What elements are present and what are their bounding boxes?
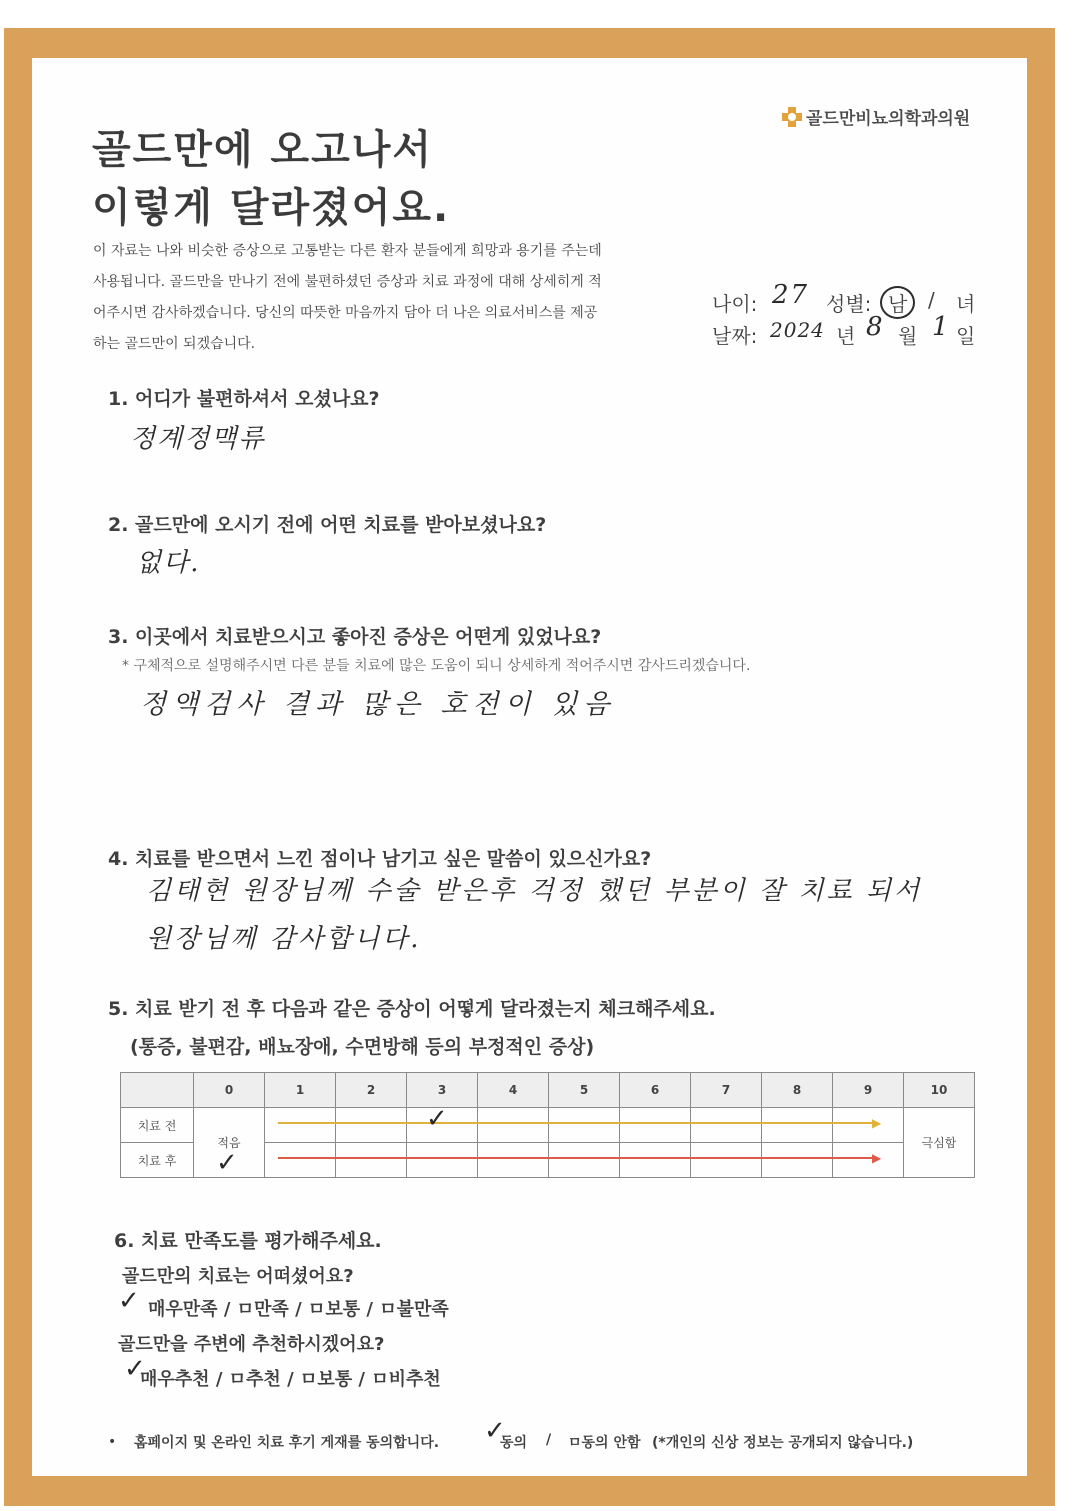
question-5: 5. 치료 받기 전 후 다음과 같은 증상이 어떻게 달라졌는지 체크해주세요. [108, 998, 716, 1020]
answer-2: 없다. [136, 548, 201, 578]
scale-header-10: 10 [904, 1073, 975, 1108]
page-title-line2: 이렇게 달라졌어요. [92, 185, 451, 231]
recommend-check-icon: ✓ [124, 1354, 146, 1384]
cross-logo-icon [782, 107, 802, 127]
scale-header-5: 5 [549, 1073, 620, 1108]
scale-cell [691, 1143, 762, 1178]
scale-high-label: 극심함 [904, 1108, 975, 1178]
recommend-question: 골드만을 주변에 추천하시겠어요? [118, 1334, 385, 1355]
scale-header-2: 2 [336, 1073, 407, 1108]
question-5-subtitle: (통증, 불편감, 배뇨장애, 수면방해 등의 부정적인 증상) [130, 1036, 595, 1058]
question-3-note: * 구체적으로 설명해주시면 다른 분들 치료에 많은 도움이 되니 상세하게 적어주시면 감사드리겠습니다. [122, 658, 751, 674]
gender-label: 성별: [826, 292, 872, 316]
answer-4-line1: 김태현 원장님께 수술 받은후 걱정 했던 부분이 잘 치료 되서 [146, 876, 923, 906]
scale-cell [265, 1143, 336, 1178]
scale-cell [478, 1143, 549, 1178]
scale-header-0: 0 [194, 1073, 265, 1108]
after-arrow-head-icon: ▶ [872, 1151, 882, 1165]
treatment-options: 매우만족 / ㅁ만족 / ㅁ보통 / ㅁ불만족 [148, 1299, 449, 1320]
scale-cell [691, 1108, 762, 1143]
scale-header-8: 8 [762, 1073, 833, 1108]
scale-header-4: 4 [478, 1073, 549, 1108]
clinic-name: 골드만비뇨의학과의원 [806, 109, 971, 129]
before-arrow-line [278, 1122, 874, 1124]
scale-cell [620, 1108, 691, 1143]
date-day-unit: 일 [956, 324, 976, 348]
treatment-question: 골드만의 치료는 어떠셨어요? [122, 1266, 354, 1287]
consent-agree-option: 동의 [500, 1435, 528, 1451]
answer-1: 정계정맥류 [130, 424, 266, 454]
scale-cell [407, 1143, 478, 1178]
question-6: 6. 치료 만족도를 평가해주세요. [114, 1230, 382, 1252]
footer-consent-text: 홈페이지 및 온라인 치료 후기 게재를 동의합니다. [134, 1435, 440, 1451]
before-check-icon: ✓ [426, 1104, 448, 1134]
scale-low-label: 적음 [194, 1108, 265, 1178]
gender-sep: / [928, 288, 935, 312]
date-year: 2024 [770, 318, 825, 342]
date-month: 8 [866, 312, 885, 342]
scale-header-6: 6 [620, 1073, 691, 1108]
date-label: 날짜: [712, 324, 758, 348]
scale-header-7: 7 [691, 1073, 762, 1108]
date-month-unit: 월 [898, 324, 918, 348]
scale-cell [549, 1143, 620, 1178]
clinic-logo [782, 104, 970, 129]
before-arrow-head-icon: ▶ [872, 1116, 882, 1130]
after-check-icon: ✓ [216, 1148, 238, 1178]
question-3: 3. 이곳에서 치료받으시고 좋아진 증상은 어떤게 있었나요? [108, 626, 602, 648]
intro-text: 이 자료는 나와 비슷한 증상으로 고통받는 다른 환자 분들에게 희망과 용기를 주는데 사용됩니다. 골드만을 만나기 전에 불편하셨던 증상과 치료 과정에 대해 상세히게 적어주시면 감사하겠습니다. 당신의 따뜻한 마음까지 담아 더 나은 의료서비스를 제공하는 골드만이 되겠습니다. [93, 243, 602, 352]
scale-cell [620, 1143, 691, 1178]
consent-check-icon: ✓ [484, 1416, 506, 1446]
scale-header-1: 1 [265, 1073, 336, 1108]
scale-cell [833, 1143, 904, 1178]
question-1: 1. 어디가 불편하셔서 오셨나요? [108, 388, 380, 410]
privacy-note: (*개인의 신상 정보는 공개되지 않습니다.) [652, 1435, 914, 1451]
consent-sep: / [546, 1432, 552, 1448]
symptom-scale-table [120, 1072, 975, 1178]
scale-cell [833, 1108, 904, 1143]
scale-cell [265, 1108, 336, 1143]
answer-4-line2: 원장님께 감사합니다. [146, 924, 422, 954]
page-title-line1: 골드만에 오고나서 [92, 127, 434, 173]
scale-cell [549, 1108, 620, 1143]
scale-cell [478, 1108, 549, 1143]
treatment-check-icon: ✓ [118, 1286, 140, 1316]
age-label: 나이: [712, 292, 758, 316]
question-4: 4. 치료를 받으면서 느낀 점이나 남기고 싶은 말씀이 있으신가요? [108, 848, 652, 870]
recommend-options: 매우추천 / ㅁ추천 / ㅁ보통 / ㅁ비추천 [140, 1369, 441, 1390]
scale-cell [336, 1108, 407, 1143]
date-day: 1 [932, 312, 951, 342]
question-2: 2. 골드만에 오시기 전에 어떤 치료를 받아보셨나요? [108, 514, 547, 536]
row-after-label: 치료 후 [121, 1143, 194, 1178]
answer-3: 정액검사 결과 많은 호전이 있음 [140, 689, 616, 720]
row-before-label: 치료 전 [121, 1108, 194, 1143]
scale-header-3: 3 [407, 1073, 478, 1108]
gender-male-selected: 남 [880, 286, 915, 319]
gender-female: 녀 [956, 292, 976, 316]
footer-bullet: • [108, 1434, 117, 1450]
scale-cell [336, 1143, 407, 1178]
age-value: 27 [772, 280, 810, 310]
after-arrow-line [278, 1157, 874, 1159]
scale-cell [762, 1143, 833, 1178]
scale-header-9: 9 [833, 1073, 904, 1108]
scale-corner [121, 1073, 194, 1108]
scale-cell [762, 1108, 833, 1143]
date-year-unit: 년 [836, 324, 856, 348]
consent-disagree-option: ㅁ동의 안함 [568, 1435, 641, 1451]
